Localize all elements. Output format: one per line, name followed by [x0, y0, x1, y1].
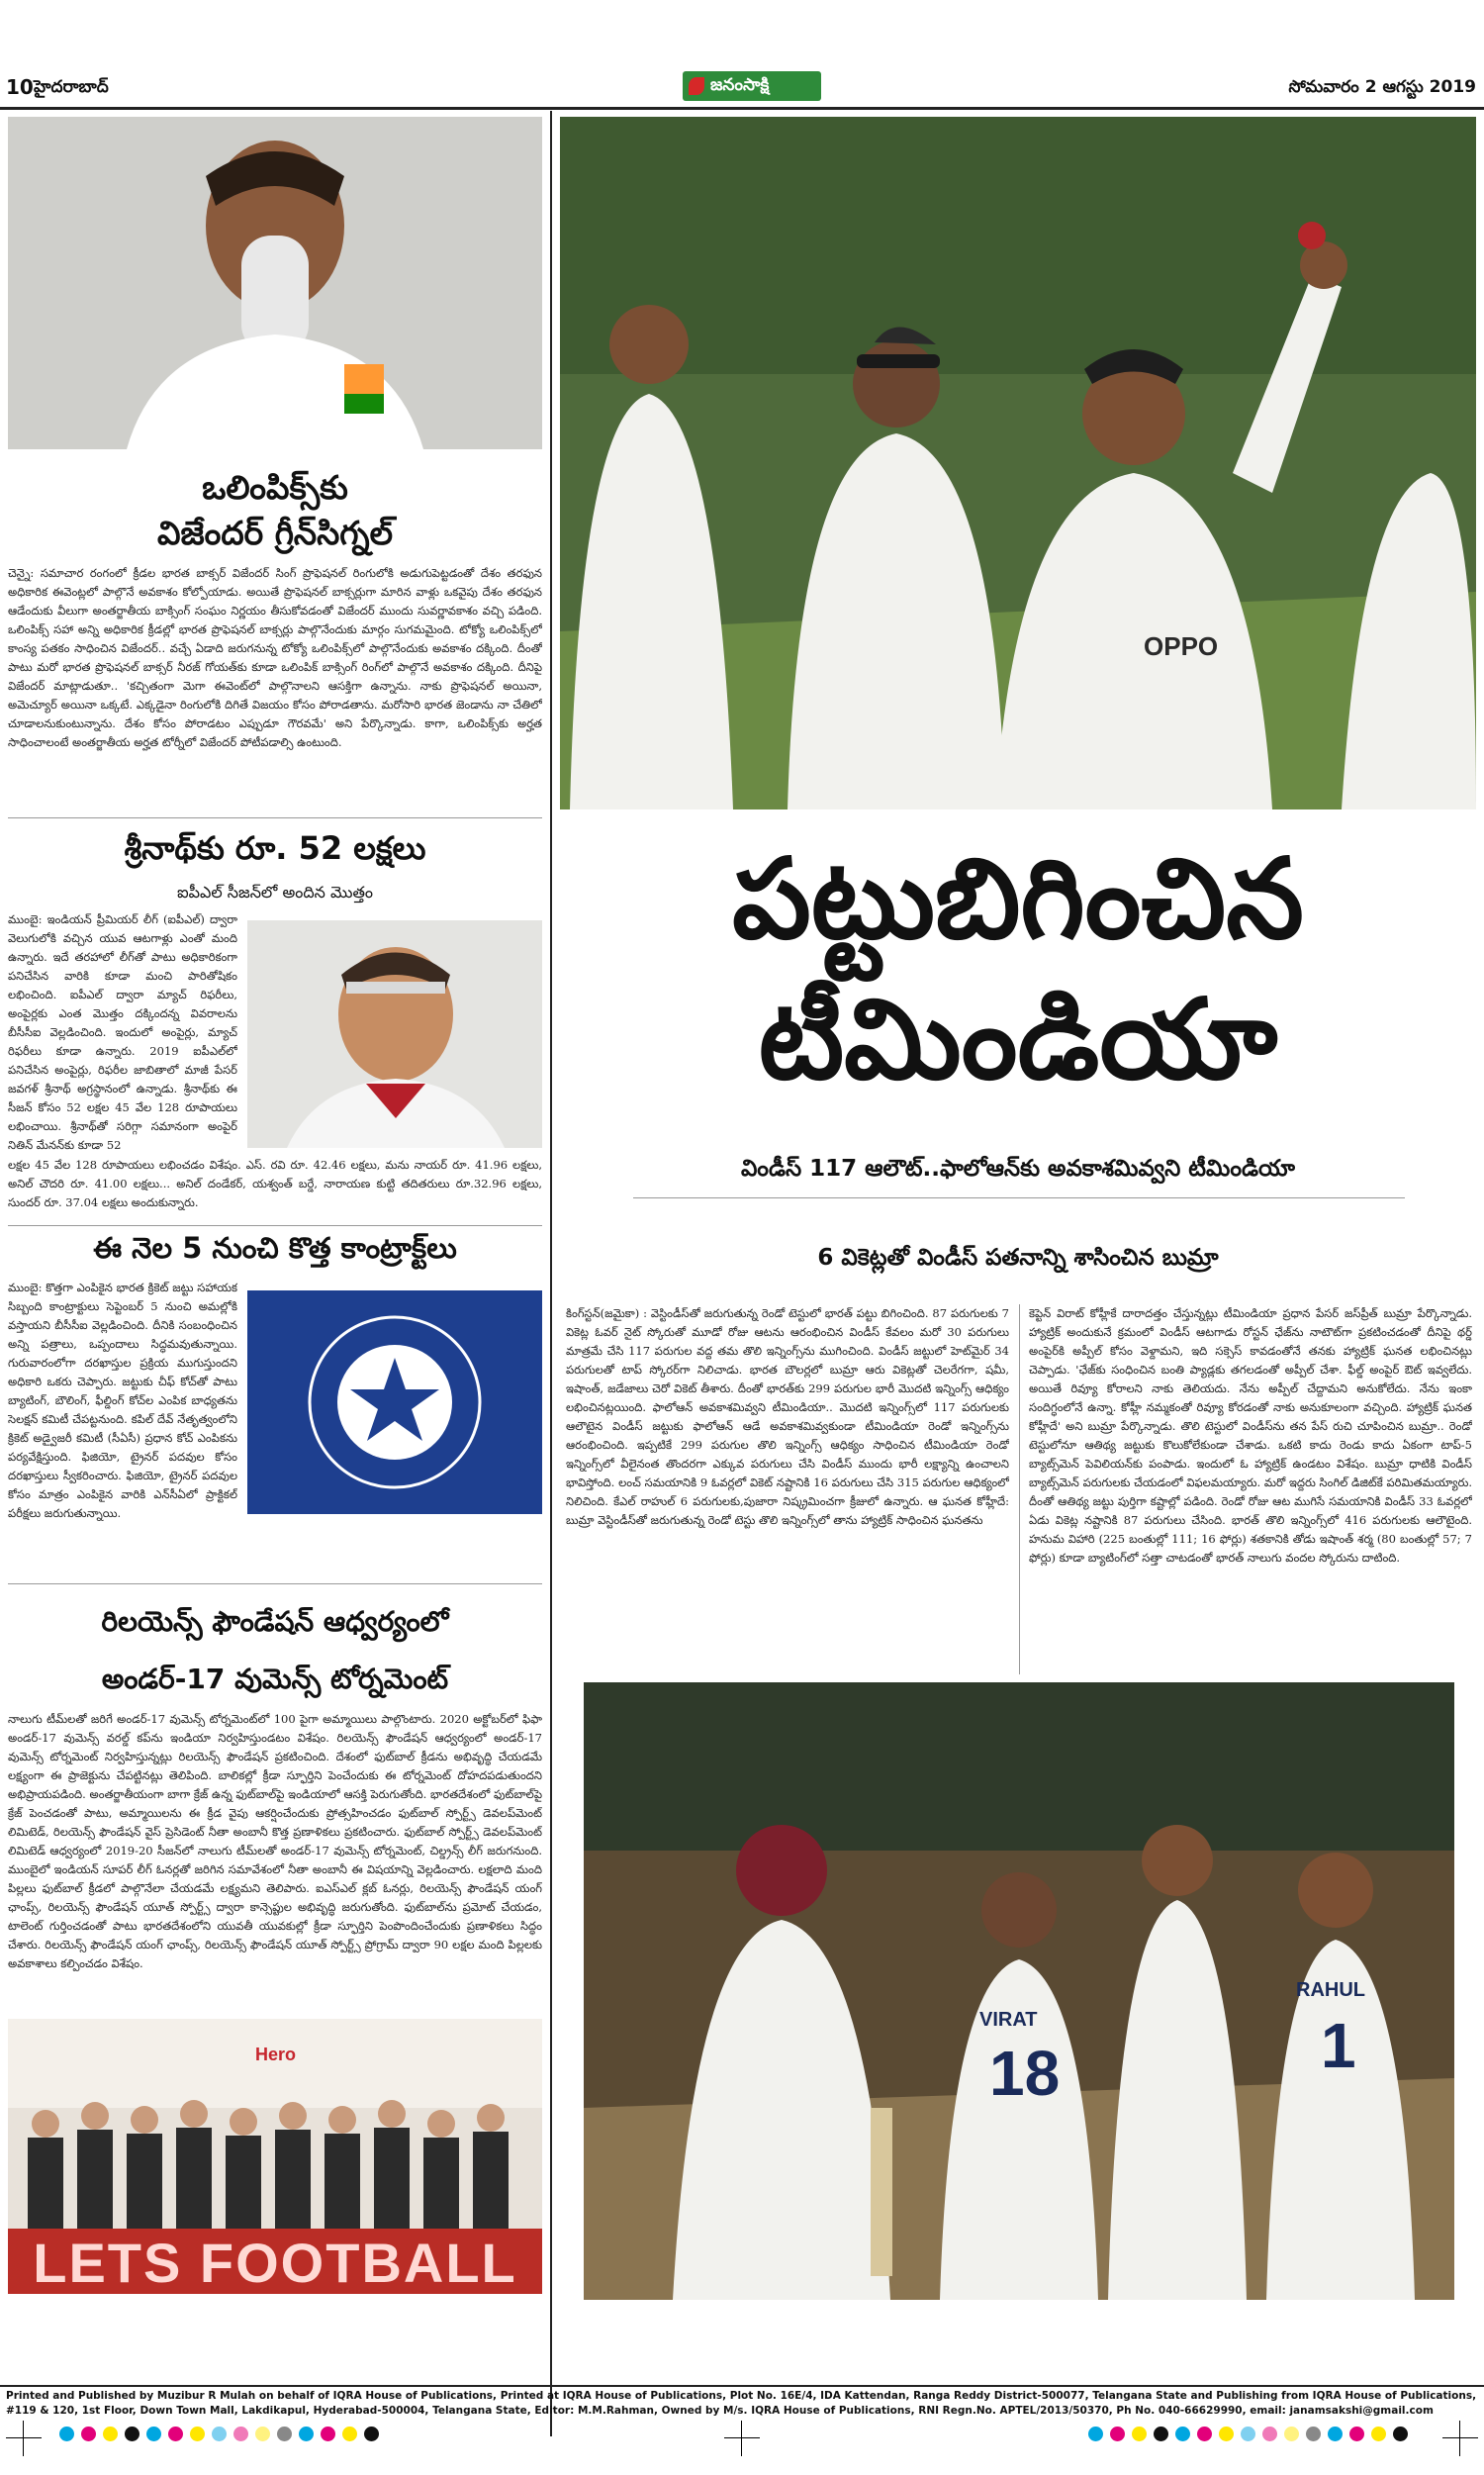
reliance-headline-line1: రిలయెన్స్ ఫౌండేషన్ ఆధ్వర్యంలో — [101, 1605, 449, 1638]
registration-color-dot — [342, 2427, 357, 2441]
srinath-subheadline: ఐపీఎల్ సీజన్‌లో అందిన మొత్తం — [176, 883, 374, 902]
registration-color-dot — [277, 2427, 292, 2441]
srinath-top-rule — [8, 817, 542, 818]
registration-color-dot — [1306, 2427, 1321, 2441]
registration-color-dot — [1175, 2427, 1190, 2441]
srinath-body-full: లక్షల 45 వేల 128 రూపాయలు లభించడం విశేషం. ఎస్. రవి రూ. 42.46 లక్షలు, మను నాయర్ రూ. 41.96 లక్షలు, అనిల్ చౌదరి రూ. 41.00 లక్షలు... అనిల్ దండేకర్, యశ్వంత్ బర్డే, నారాయణ కుట్టి తదితరులు రూ.32.96 లక్షలు, సుందర్ రూ. 37.04 లక్షలు అందుకున్నారు. — [8, 1158, 542, 1209]
registration-color-dot — [299, 2427, 314, 2441]
lead-headline — [560, 829, 1476, 1110]
registration-color-dot — [1349, 2427, 1364, 2441]
registration-color-dot — [364, 2427, 379, 2441]
registration-cross-left — [6, 2421, 42, 2456]
lead-body-col1: కింగ్‌స్టన్(జమైకా) : వెస్టిండీస్‌తో జరుగుతున్న రెండో టెస్టులో భారత్ పట్టు బిగించింది. 87 పరుగులకు 7 వికెట్ల ఓవర్ నైట్ స్కోరుతో మూడో రోజు ఆటను ఆరంభించిన విండీస్ కేవలం మరో 30 పరుగులు మాత్రమే చేసి 117 పరుగుల వద్ద తమ తొలి ఇన్నింగ్స్‌ను ముగించింది. విండీస్ జట్టులో హెట్‌మైర్ 34 పరుగులతో టాప్ స్కోరర్‌గా నిలిచాడు. భారత బౌలర్లలో బుమ్రా ఆరు వికెట్లతో చెలరేగగా, షమీ, ఇషాంత్, జడేజాలు చెరో వికెట్ తీశారు. దీంతో భారత్‌కు 299 పరుగుల భారీ మొదటి ఇన్నింగ్స్ ఆధిక్యం లభించినట్లయింది. ఫాలోఆన్ అవకాశమివ్వని టీమిండియా.. మొదటి ఇన్నింగ్స్‌లో 117 పరుగులకు ఆలౌటైన విండీస్ జట్టుకు ఫాలోఆన్ ఆడే అవకాశమివ్వకుండా టీమిండియా రెండో ఇన్నింగ్స్‌ను ఆరంభించింది. ఇప్పటికే 299 పరుగుల తొలి ఇన్నింగ్స్ ఆధిక్యం సాధించిన టీమిండియా రెండో ఇన్నింగ్స్‌లో వీలైనంత తొందరగా ఎక్కువ పరుగులు చేసి విండీస్ ముందు భారీ లక్ష్యాన్ని ఉంచాలని భావిస్తోంది. లంచ్ సమయానికి 9 ఓవర్లలో వికెట్ నష్టానికి 16 పరుగులు చేసి 315 పరుగుల ఆధిక్యంలో నిలిచింది. కేఎల్ రాహుల్ 6 పరుగులకు,పుజారా నిష్క్రమించగా క్రీజులో ఉన్నారు. ఆ ఘనత కోహ్లీదే: బుమ్రా వెస్టిండీస్‌తో జరుగుతున్న రెండో టెస్టు తొలి ఇన్నింగ్స్‌లో తాను హ్యాట్రిక్ సాధించిన ఘనతను — [566, 1306, 1009, 1527]
issue-date: సోమవారం 2 ఆగస్టు 2019 — [1288, 77, 1476, 97]
registration-color-dot — [146, 2427, 161, 2441]
lead-headline-line2: టీమిండియా — [758, 976, 1278, 1104]
lead-headline-line1: పట్టుబిగించిన — [732, 835, 1304, 964]
column-divider — [550, 111, 552, 2436]
srinath-body-wrap: ముంబై: ఇండియన్ ప్రీమియర్ లీగ్ (ఐపీఎల్) ద్వారా వెలుగులోకి వచ్చిన యువ ఆటగాళ్లు ఎంతో మంది ఉన్నారు. ఇదే తరహాలో లీగ్‌తో పాటు అధికారికంగా పనిచేసిన వారికి కూడా మంచి పారితోషికం లభించింది. ఐపీఎల్ ద్వారా మ్యాచ్ రిఫరీలు, అంపైర్లకు ఎంత మొత్తం దక్కిందన్న వివరాలను బీసీసీఐ వెల్లడించింది. ఇందులో అంపైర్లు, మ్యాచ్ రిఫరీలు కూడా ఉన్నారు. 2019 ఐపీఎల్‌లో పనిచేసిన అంపైర్లు, రిఫరీల జాబితాలో మాజీ పేసర్ జవగళ్ శ్రీనాథ్ అగ్రస్థానంలో ఉన్నాడు. శ్రీనాథ్‌కు ఈ సీజన్ కోసం 52 లక్షల 45 వేల 128 రూపాయలు లభించాయి. శ్రీనాథ్‌తో సరిగ్గా సమానంగా అంపైర్ నితిన్ మేనన్‌కు కూడా 52 — [8, 912, 237, 1152]
masthead-leaf-icon — [689, 77, 704, 95]
vijender-headline — [8, 465, 542, 556]
section-label: హైదరాబాద్ — [34, 77, 109, 97]
lead-photo-celebration — [584, 1682, 1454, 2300]
registration-color-dot — [1328, 2427, 1343, 2441]
registration-color-dot — [1284, 2427, 1299, 2441]
registration-color-dot — [81, 2427, 96, 2441]
registration-color-dot — [168, 2427, 183, 2441]
contracts-headline: ఈ నెల 5 నుంచి కొత్త కాంట్రాక్ట్‌లు — [93, 1231, 457, 1265]
contracts-top-rule — [8, 1225, 542, 1226]
registration-color-dot — [1371, 2427, 1386, 2441]
registration-color-dot — [103, 2427, 118, 2441]
masthead-text: జనంసాక్షి — [710, 75, 770, 95]
registration-color-dot — [59, 2427, 74, 2441]
registration-color-dot — [190, 2427, 205, 2441]
reliance-headline-line2: అండర్-17 వుమెన్స్ టోర్నమెంట్ — [101, 1663, 449, 1695]
reliance-headline — [8, 1593, 542, 1708]
registration-color-dot — [321, 2427, 335, 2441]
reliance-event-photo — [8, 2019, 542, 2294]
reliance-top-rule — [8, 1583, 542, 1584]
page-number: 10 — [6, 75, 34, 99]
jersey-name-virat: VIRAT — [979, 2009, 1038, 2031]
header-bar — [0, 71, 1484, 105]
footer-rule — [0, 2385, 1484, 2387]
reliance-body: నాలుగు టీమ్‌లతో జరిగే అండర్-17 వుమెన్స్ టోర్నమెంట్‌లో 100 పైగా అమ్మాయిలు పాల్గొంటారు. 2020 అక్టోబర్‌లో ఫిఫా అండర్-17 వుమెన్స్ వరల్డ్ కప్‌ను ఇండియా నిర్వహిస్తుండటం విశేషం. రిలయెన్స్ ఫౌండేషన్ ఆధ్వర్యంలో అండర్-17 వుమెన్స్ టోర్నమెంట్ నిర్వహిస్తున్నట్లు రిలయెన్స్ ఫౌండేషన్ ప్రకటించింది. దేశంలో ఫుట్‌బాల్ క్రీడను అభివృద్ధి చేయడమే లక్ష్యంగా ఈ ప్రాజెక్టును చేపట్టినట్లు తెలిపింది. బాలికల్లో క్రీడా స్ఫూర్తిని పెంచేందుకు ఈ టోర్నమెంట్ దోహదపడుతుందని అభిప్రాయపడింది. అంతర్జాతీయంగా బాగా క్రేజ్ ఉన్న ఫుట్‌బాల్‌పై ఇండియాలో ఆసక్తి పెరుగుతోంది. భారతదేశంలో ఫుట్‌బాల్‌పై క్రేజ్ పెంచడంతో పాటు, అమ్మాయిలను ఈ క్రీడ వైపు ఆకర్షించేందుకు ప్రోత్సహించడం ఫుట్‌బాల్ స్పోర్ట్స్ డెవలప్‌మెంట్ లిమిటెడ్, రిలయెన్స్ ఫౌండేషన్ వైస్ ప్రెసిడెంట్ నీతా అంబానీ కొత్త ప్రణాళికలు ప్రకటించారు. ఫుట్‌బాల్ స్పోర్ట్స్ డెవలప్‌మెంట్ లిమిటెడ్ ఆధ్వర్యంలో 2019-20 సీజన్‌లో నాలుగు టీమ్‌లతో అండర్-17 వుమెన్స్ టోర్నమెంట్, చిల్డ్రన్స్ లీగ్ జరుగనుంది. ముంబైలో ఇండియన్ సూపర్ లీగ్ ఓనర్లతో జరిగిన సమావేశంలో నీతా అంబానీ ఈ విషయాన్ని వెల్లడించారు. లక్షలాది మంది పిల్లలు ఫుట్‌బాల్ క్రీడలో పాల్గొనేలా చేయడమే లక్ష్యమని తెలిపారు. ఐఎస్ఎల్ క్లబ్ ఓనర్లు, రిలయెన్స్ ఫౌండేషన్ యంగ్ ఛాంప్స్, రిలయెన్స్ ఫౌండేషన్ యూత్ స్పోర్ట్స్ ద్వారా కాన్సెప్టుల అభివృద్ధి జరుగుతోంది. ఫుట్‌బాల్‌ను ప్రమోట్ చేయడం, టాలెంట్ గుర్తించడంతో పాటు భారతదేశంలోని యువతీ యువకుల్లో క్రీడా స్ఫూర్తిని పెంపొందించేందుకు ప్రణాళికలు సిద్ధం చేశారు. రిలయెన్స్ ఫౌండేషన్ యంగ్ ఛాంప్స్, రిలయెన్స్ ఫౌండేషన్ యూత్ స్పోర్ట్స్ ప్రోగ్రామ్ ద్వారా 90 లక్షల మంది పిల్లలకు అవకాశాలు కల్పించడం విశేషం. — [8, 1712, 542, 1970]
jersey-name-rahul: RAHUL — [1296, 1979, 1365, 2001]
jersey-number-virat: 18 — [989, 2038, 1061, 2109]
registration-color-dot — [255, 2427, 270, 2441]
registration-color-dot — [1110, 2427, 1125, 2441]
registration-color-dot — [1088, 2427, 1103, 2441]
registration-cross-center — [724, 2421, 760, 2456]
lead-body-col2: కెప్టెన్ విరాట్ కోహ్లీకే దారాదత్తం చేస్తున్నట్లు టీమిండియా ప్రధాన పేసర్ జస్‌ప్రీత్ బుమ్రా పేర్కొన్నాడు. హ్యాట్రిక్ అందుకునే క్రమంలో విండీస్ ఆటగాడు రోస్టన్ ఛేజ్‌ను నాటౌట్‌గా ప్రకటించడంతో దీనిపై థర్డ్ అంపైర్‌కి అప్పీల్ కోసం వెళ్దామని, ఇది సక్సెస్ కావడంతోనే తనకు హ్యాట్రిక్ ఘనత లభించినట్లు చెప్పాడు. 'ఛేజ్‌కు సంధించిన బంతి ప్యాడ్లకు తగలడంతో అప్పీల్ చేశా. ఫీల్డ్ అంపైర్ ఔట్ ఇవ్వలేదు. అయితే రివ్యూ కోరాలని నాకు తెలియదు. నేను అప్పీల్ చేద్దామని అనుకోలేదు. నేను ఇంకా సందిగ్ధంలోనే ఉన్నా. కోహ్లీ నమ్మకంతో రివ్యూ కోరడంతో నాకు అనుకూలంగా వచ్చింది. హ్యాట్రిక్ ఘనత కోహ్లీదే' అని బుమ్రా పేర్కొన్నాడు. తొలి టెస్టులో విండీస్‌ను తన పేస్ రుచి చూపించిన బుమ్రా.. రెండో టెస్టులోనూ ఆతిథ్య జట్టుకు కొలుకోలేకుండా చేశాడు. ఒకటి కాదు రెండు కాదు ఏకంగా టాప్-5 బ్యాట్స్‌మెన్ పెవిలియన్‌కు పంపాడు. ఇందులో ఓ హ్యాట్రిక్ ఉండటం విశేషం. బుమ్రా ధాటికి విండీస్ బ్యాట్స్‌మెన్ పరుగులకు చేయడంలో విఫలమయ్యారు. మరో ఇద్దరు సింగిల్ డిజిట్‌కే పరిమితమయ్యారు. దీంతో ఆతిథ్య జట్టు పుర్తిగా కష్టాల్లో పడింది. రెండో రోజు ఆట ముగిసే సమయానికి విండీస్ 33 ఓవర్లలో ఏడు వికెట్ల నష్టానికి 87 పరుగులు చేసింది. భారత్ తొలి ఇన్నింగ్స్‌లో 416 పరుగులకు ఆలౌటైంది. హనుమ విహారి (225 బంతుల్లో 111; 16 ఫోర్లు) శతకానికి తోడు ఇషాంత్ శర్మ (80 బంతుల్లో 57; 7 ఫోర్లు) కూడా బ్యాటింగ్‌లో సత్తా చాటడంతో భారత్ నాలుగు వందల స్కోరును దాటింది. — [1029, 1306, 1472, 1565]
vijender-headline-line1: ఒలింపిక్స్‌కు — [202, 468, 348, 507]
vijender-body: చెన్నై: సమాచార రంగంలో క్రీడల భారత బాక్సర్ విజేందర్ సింగ్ ప్రొఫెషనల్ రింగులోకి అడుగుపెట్టడంతో దేశం తరఫున అధికారిక ఈవెంట్లలో పాల్గొనే అవకాశం కోల్పోయాడు. అయితే ప్రొఫెషనల్ బాక్సర్లుగా మారిన వాళ్లు ఒకవైపు దేశం తరఫున ఆడేందుకు వీలుగా అంతర్జాతీయ బాక్సింగ్ సంఘం నిర్ణయం తీసుకోవడంతో విజేందర్ ముందు సువర్ణావకాశం వచ్చి పడింది. ఒలింపిక్స్ సహా అన్ని అధికారిక క్రీడల్లో భారత ప్రొఫెషనల్ బాక్సర్లు పాల్గొనేందుకు మార్గం సుగమమైంది. టోక్యో ఒలింపిక్స్‌లో కాంస్య పతకం సాధించిన విజేందర్.. వచ్చే ఏడాది జరుగనున్న టోక్యో ఒలింపిక్స్‌లో పాల్గొనేందుకు అవకాశం దక్కింది. దీంతో పాటు మరో భారత ప్రొఫెషనల్ బాక్సర్ నీరజ్ గోయత్‌కు కూడా ఒలింపిక్ బాక్సింగ్ రింగ్‌లో పాల్గొనే అవకాశం దక్కింది. దీనిపై విజేందర్ మాట్లాడుతూ.. 'కచ్చితంగా మెగా ఈవెంట్‌లో పాల్గొనాలని ఆసక్తిగా ఉన్నాను. నాకు ప్రొఫెషనల్ అయినా, అమెచ్యూర్ అయినా ఒక్కటే. ఎక్కడైనా రింగులోకి దిగితే విజయం కోసం పోరాడతాను. మరోసారి భారత జెండాను నా చేతిలో చూడాలనుకుంటున్నాను. దేశం కోసం పోరాడటం ఎప్పుడూ గౌరవమే' అని పేర్కొన్నాడు. కాగా, ఒలింపిక్స్‌కు అర్హత సాధించాలంటే అంతర్జాతీయ అర్హత టోర్నీలో విజేందర్ పోటీపడాల్సి ఉంటుంది. — [8, 566, 542, 749]
srinath-headline: శ్రీనాథ్‌కు రూ. 52 లక్షలు — [124, 829, 426, 867]
registration-color-dot — [1154, 2427, 1168, 2441]
lead-deck: విండీస్ 117 ఆలౌట్..ఫాలోఆన్‌కు అవకాశమివ్వని టీమిండియా — [740, 1156, 1296, 1182]
masthead-logo — [683, 71, 821, 101]
registration-color-dot — [1393, 2427, 1408, 2441]
registration-color-dot — [233, 2427, 248, 2441]
registration-cross-right — [1442, 2421, 1478, 2456]
registration-color-dot — [1241, 2427, 1255, 2441]
lead-photo-bumrah — [560, 117, 1476, 809]
lead-photo-sponsor-logo: OPPO — [1144, 631, 1219, 661]
header-rule — [0, 107, 1484, 110]
lead-body-divider — [1019, 1304, 1020, 1674]
registration-color-dot — [1197, 2427, 1212, 2441]
lead-deck-rule — [633, 1197, 1405, 1198]
contracts-body-wrap: ముంబై: కొత్తగా ఎంపికైన భారత క్రికెట్ జట్టు సహాయక సిబ్బంది కాంట్రాక్టులు సెప్టెంబర్ 5 నుంచి అమల్లోకి వస్తాయని బీసీసీఐ వెల్లడించింది. దీనికి సంబంధించిన అన్ని పత్రాలు, ఒప్పందాలు సిద్ధమవుతున్నాయి. గురువారంలోగా దరఖాస్తుల ప్రక్రియ ముగుస్తుందని అధికారి ఒకరు చెప్పారు. జట్టుకు చీఫ్ కోచ్‌తో పాటు బ్యాటింగ్, బౌలింగ్, ఫీల్డింగ్ కోచ్‌ల ఎంపిక బాధ్యతను సెలక్షన్ కమిటీ చేపట్టనుంది. కపిల్ దేవ్ నేతృత్వంలోని క్రికెట్ అడ్వైజరీ కమిటీ (సీఏసీ) ప్రధాన కోచ్ ఎంపికను పర్యవేక్షిస్తుంది. ఫిజియో, ట్రైనర్ పదవుల కోసం దరఖాస్తులు స్వీకరించారు. ఫిజియో, ట్రైనర్ పదవుల కోసం మాత్రం ఎంపికైన వారికి ఎన్‌సీఏలో ప్రాక్టికల్ పరీక్షలు జరుగుతున్నాయి. — [8, 1281, 237, 1520]
srinath-photo — [247, 920, 542, 1148]
registration-color-dot — [1132, 2427, 1147, 2441]
bcci-logo-image — [247, 1290, 542, 1514]
footer-imprint: Printed and Published by Muzibur R Mulah on behalf of IQRA House of Publications, Printed at IQRA House of Publications, Plot No. 16E/4, IDA Kattendan, Ranga Reddy District-500077, Telangana State and Publishing from IQRA House of Publications, #119 & 120, 1st Floor, Down Town Mall, Lakdikapul, Hyderabad-500004, Telangana State, Editor: M.M.Rahman, Owned by M/s. IQRA House of Publications, RNI Regn.No. APTEL/2013/50370, Ph No. 040-66629990, email: janamsakshi@gmail.com — [6, 2390, 1477, 2417]
lead-subdeck: 6 వికెట్లతో విండీస్ పతనాన్ని శాసించిన బుమ్రా — [817, 1245, 1219, 1271]
jersey-number-rahul: 1 — [1321, 2010, 1356, 2081]
registration-color-dot — [125, 2427, 139, 2441]
hero-brand-text: Hero — [255, 2045, 297, 2064]
vijender-headline-line2: విజేందర్ గ్రీన్‌సిగ్నల్ — [157, 514, 393, 552]
registration-color-dot — [1219, 2427, 1234, 2441]
registration-color-dot — [212, 2427, 227, 2441]
registration-color-dot — [1262, 2427, 1277, 2441]
reliance-banner-text: LETS FOOTBALL — [33, 2232, 517, 2294]
vijender-photo — [8, 117, 542, 449]
